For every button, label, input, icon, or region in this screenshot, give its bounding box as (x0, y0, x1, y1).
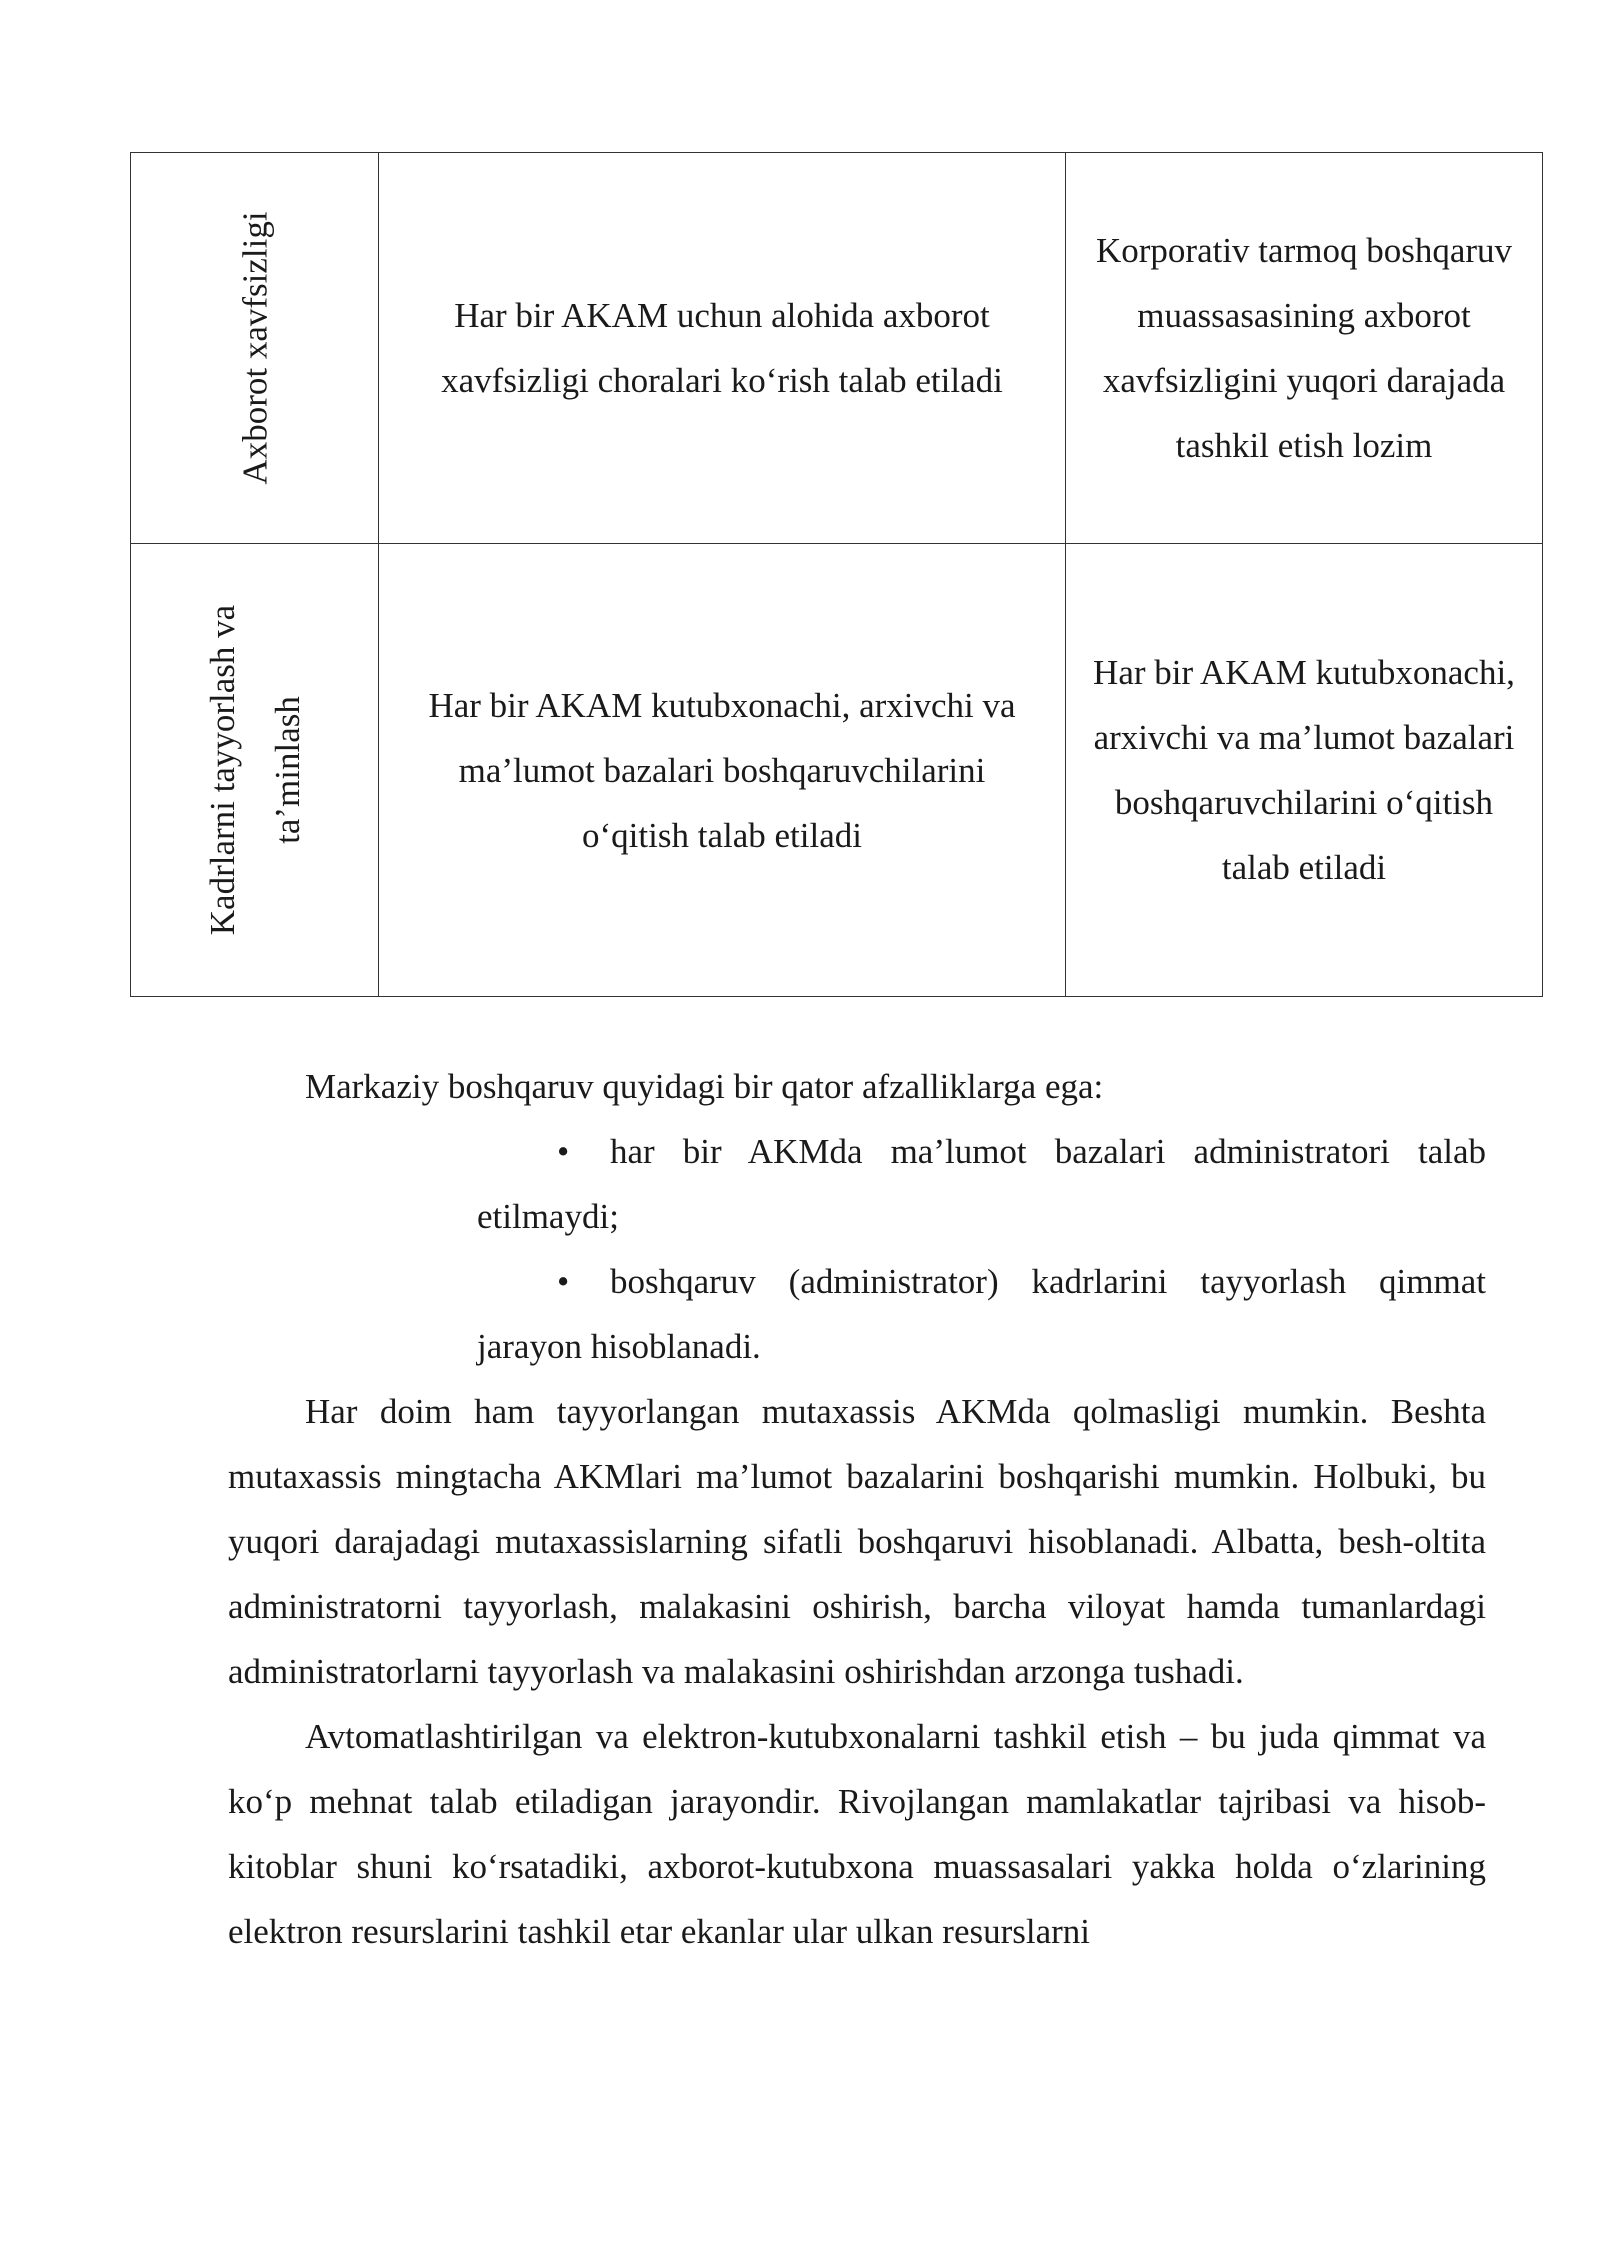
cell-text: Korporativ tarmoq boshqaruv muassasasining axborot xavfsizligini yuqori darajada tashkil etish lozim (1095, 231, 1513, 465)
comparison-table (130, 152, 1543, 997)
body-text (228, 1054, 1486, 1964)
table-cell (379, 544, 1066, 997)
cell-text: Har bir AKAM kutubxonachi, arxivchi va ma’lumot bazalari boshqaruvchilarini o‘qitish talab etiladi (1093, 653, 1515, 887)
list-item (477, 1119, 1486, 1249)
row-header-label: Axborot xavfsizligi (235, 211, 274, 485)
row-header-line: ta’minlash (267, 696, 307, 844)
table-row (131, 544, 1543, 997)
list-item (477, 1249, 1486, 1379)
row-header-line: Kadrlarni tayyorlash va (202, 604, 242, 936)
row-header-cell (131, 544, 379, 997)
cell-text: Har bir AKAM kutubxonachi, arxivchi va ma’lumot bazalari boshqaruvchilarini o‘qitish talab etiladi (428, 685, 1016, 855)
paragraph: Har doim ham tayyorlangan mutaxassis AKMda qolmasligi mumkin. Beshta mutaxassis mingtacha AKMlari ma’lumot bazalarini boshqarishi mumkin. Holbuki, bu yuqori darajadagi mutaxassislarning sifatli boshqaruvi hisoblanadi. Albatta, besh-oltita administratorni tayyorlash, malakasini oshirish, barcha viloyat hamda tumanlardagi administratorlarni tayyorlash va malakasini oshirishdan arzonga tushadi. (228, 1392, 1486, 1691)
bullet-icon: • (557, 1262, 570, 1301)
bullet-list (228, 1119, 1486, 1379)
list-item-text: har bir AKMda ma’lumot bazalari administratori talab etilmaydi; (477, 1132, 1486, 1236)
table-cell (379, 153, 1066, 544)
table-row (131, 153, 1543, 544)
list-item-text: boshqaruv (administrator) kadrlarini tayyorlash qimmat jarayon hisoblanadi. (477, 1262, 1486, 1366)
bullet-icon: • (557, 1132, 570, 1171)
row-header-label (190, 605, 320, 935)
table-cell (1066, 544, 1543, 997)
table-cell (1066, 153, 1543, 544)
lead-paragraph: Markaziy boshqaruv quyidagi bir qator afzalliklarga ega: (305, 1067, 1104, 1106)
row-header-cell (131, 153, 379, 544)
paragraph: Avtomatlashtirilgan va elektron-kutubxonalarni tashkil etish – bu juda qimmat va ko‘p mehnat talab etiladigan jarayondir. Rivojlangan mamlakatlar tajribasi va hisob-kitoblar shuni ko‘rsatadiki, axborot-kutubxona muassasalari yakka holda o‘zlarining elektron resurslarini tashkil etar ekanlar ular ulkan resurslarni (228, 1717, 1486, 1951)
cell-text: Har bir AKAM uchun alohida axborot xavfsizligi choralari ko‘rish talab etiladi (441, 296, 1003, 400)
